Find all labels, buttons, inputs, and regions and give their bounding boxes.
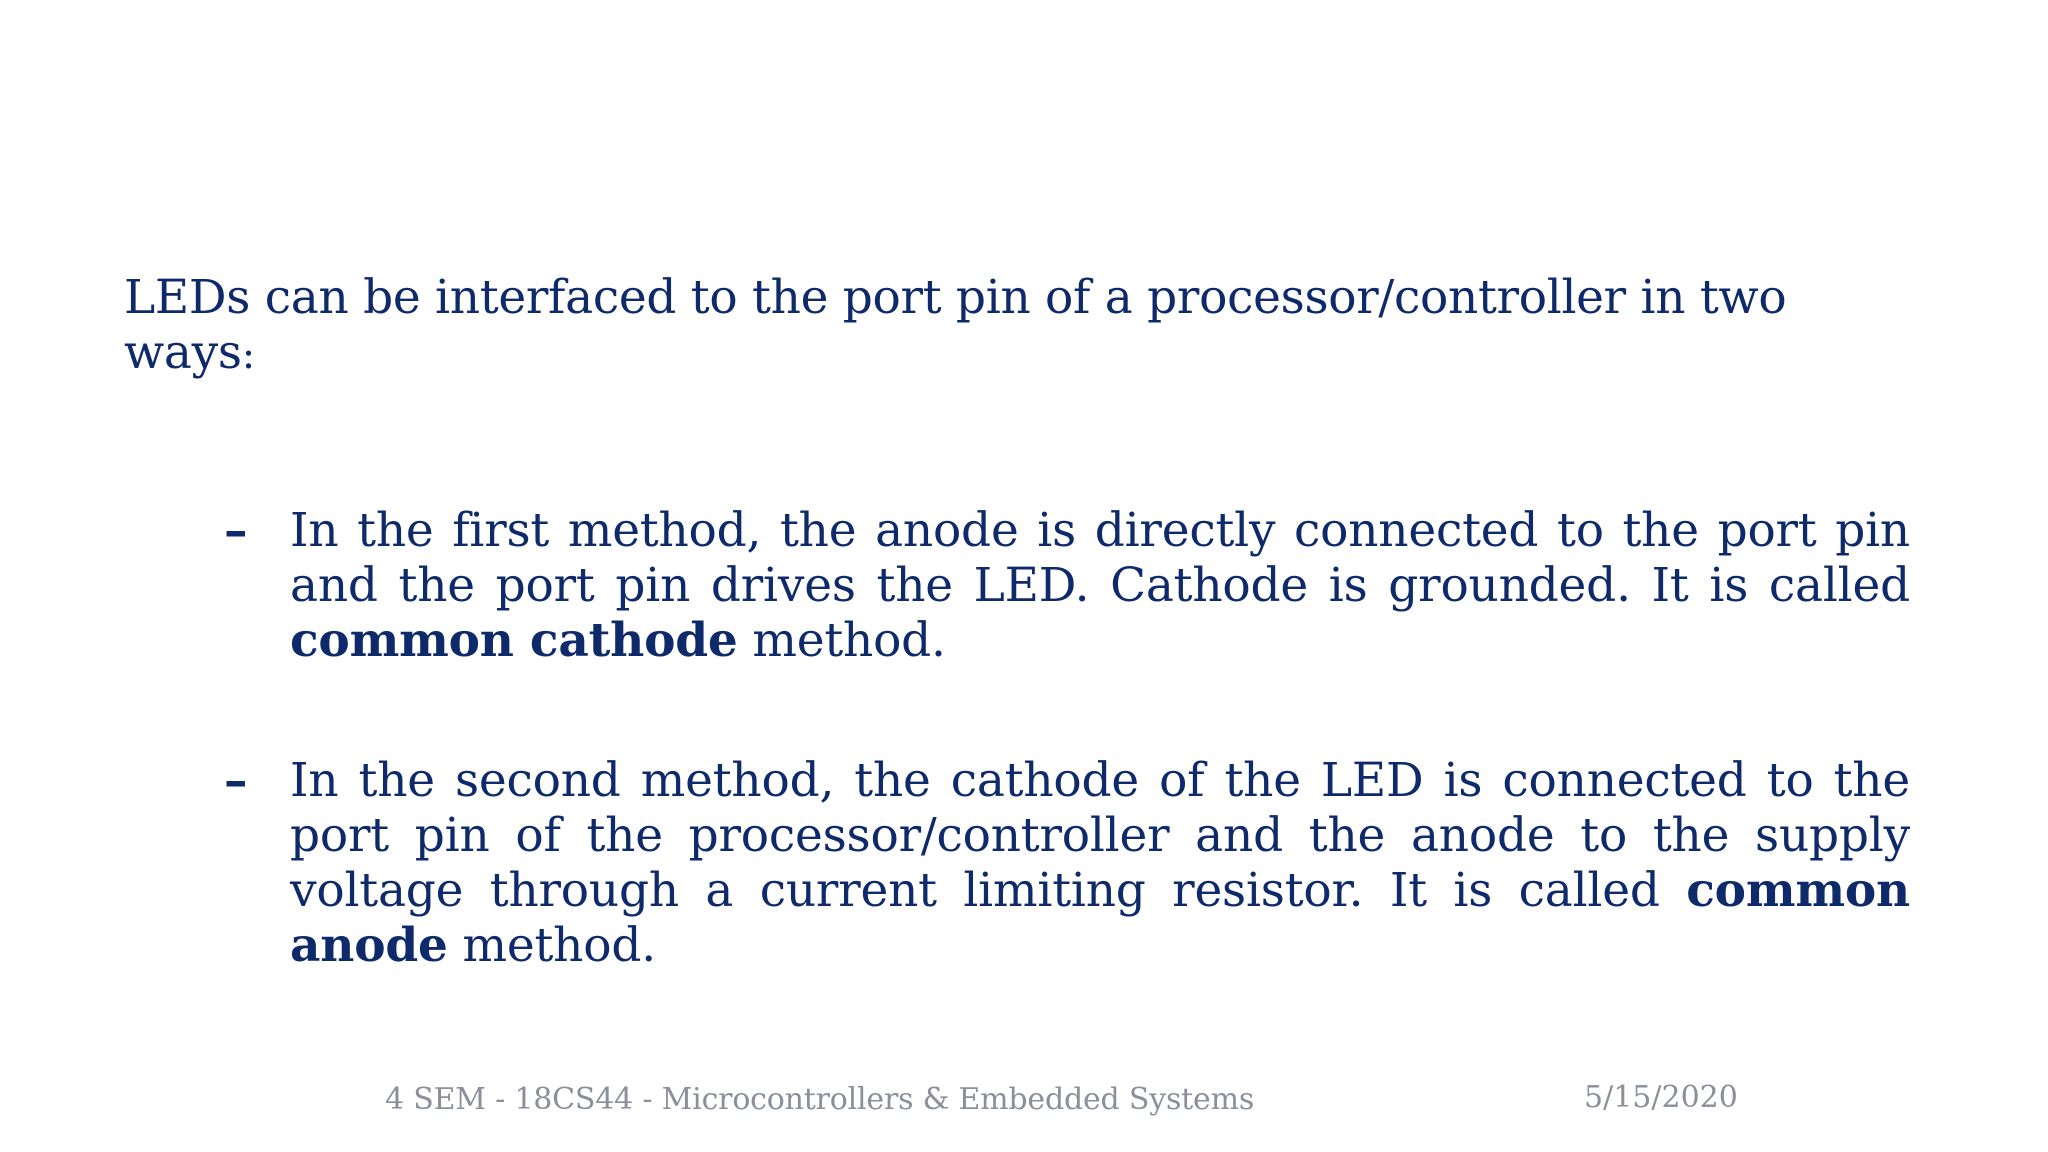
footer-date: 5/15/2020 <box>1584 1080 1738 1115</box>
slide-body <box>124 270 1914 973</box>
bold-term-common-cathode: common cathode <box>290 613 738 668</box>
bullet-common-anode <box>224 753 1910 973</box>
intro-paragraph <box>124 270 1864 383</box>
footer-course-label: 4 SEM - 18CS44 - Microcontrollers & Embedded Systems <box>385 1082 1255 1117</box>
bullet-text-end: method. <box>447 918 656 973</box>
bold-term-common-anode: common anode <box>290 863 1910 973</box>
bullet-list <box>224 503 1910 973</box>
bullet-text: In the first method, the anode is directly connected to the port pin and the port pin drives the LED. Cathode is grounded. It is called <box>290 503 1910 613</box>
bullet-text: In the second method, the cathode of the LED is connected to the port pin of the processor/controller and the anode to the supply voltage through a current limiting resistor. It is called <box>290 753 1910 918</box>
intro-text: LEDs can be interfaced to the port pin of a processor/controller in two ways <box>124 270 1787 380</box>
dash-bullet-marker: – <box>224 753 248 808</box>
bullet-common-cathode <box>224 503 1910 668</box>
intro-colon: : <box>241 332 255 378</box>
dash-bullet-marker: – <box>224 503 248 558</box>
bullet-text-end: method. <box>737 613 946 668</box>
